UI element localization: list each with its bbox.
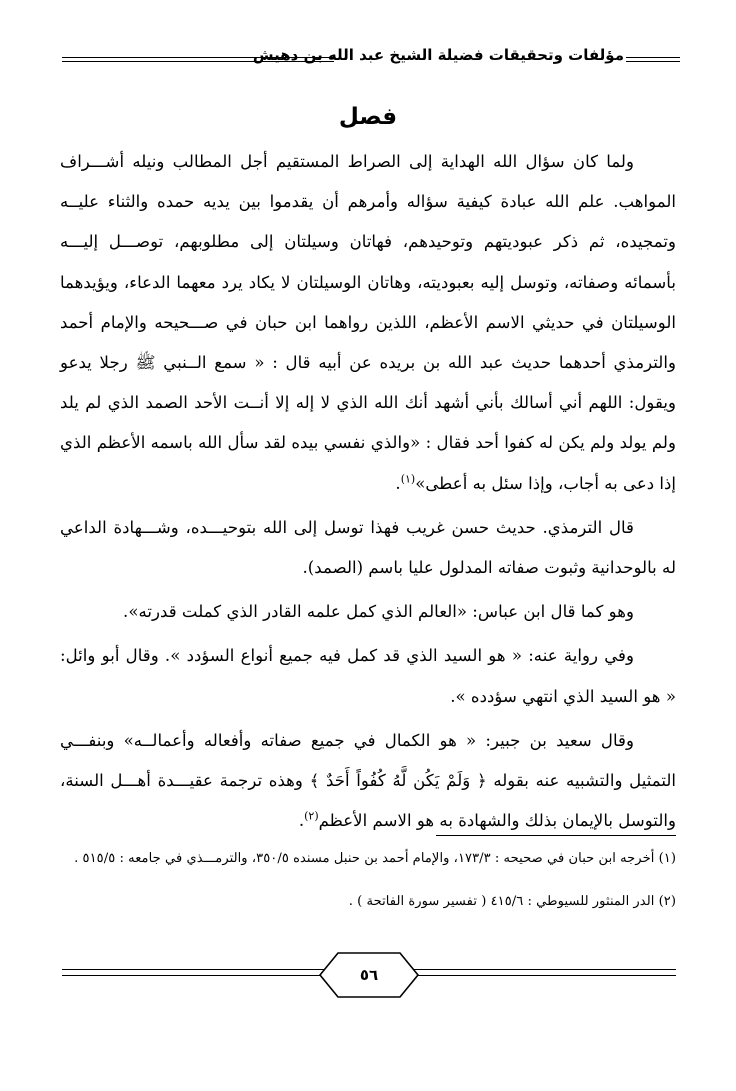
- body-text: [60, 142, 676, 841]
- running-header-title: مؤلفات وتحقيقات فضيلة الشيخ عبد الله بن دهيش: [252, 46, 624, 64]
- paragraph: ولما كان سؤال الله الهداية إلى الصراط المستقيم أجل المطالب ونيله أشـــراف المواهب. علم الله عبادة كيفية سؤاله وأمرهم أن يقدموا بين يديه حمده والثناء عليــه وتمجيده، ثم ذكر عبوديتهم وتوحيدهم، فهاتان وسيلتان إلى مطلوبهم، توصـــل إليـــه بأسمائه وصفاته، وتوسل إليه بعبوديته، وهاتان الوسيلتان لا يكاد يرد معهما الدعاء، ويؤيدهما الوسيلتان في حديثي الاسم الأعظم، اللذين رواهما ابن حبان في صـــحيحه والإمام أحمد والترمذي أحدهما حديث عبد الله بن بريده عن أبيه قال : « سمع الــنبي ﷺ رجلا يدعو ويقول: اللهم أني أسالك بأني أشهد أنك الله الذي لا إله إلا أنــت الأحد الصمد الذي لم يلد ولم يولد ولم يكن له كفوا أحد فقال : «والذي نفسي بيده لقد سأل الله باسمه الأعظم الذي إذا دعى به أجاب، وإذا سئل به أعطى»$^{(١)}$.: [60, 152, 676, 493]
- page-number: ٥٦: [359, 966, 379, 984]
- footnote-ref-1: (١): [400, 472, 416, 486]
- paragraph: وهو كما قال ابن عباس: «العالم الذي كمل علمه القادر الذي كملت قدرته».: [123, 602, 634, 622]
- section-heading: فصل: [338, 104, 398, 130]
- header-rule-right: [626, 57, 680, 62]
- footnote-separator: [436, 835, 676, 836]
- footnote-ref-2: (٢): [304, 809, 319, 823]
- paragraph-text: وقال سعيد بن جبير: « هو الكمال في جميع صفاته وأفعاله وأعمالــه» وبنفـــي التمثيل والتشبيه عنه بقوله ﴿ وَلَمْ يَكُن لَّهُ كُفُواً أَحَدٌ ﴾ وهذه ترجمة عقيـــدة أهـــل السنة، والتوسل بالإيمان بذلك والشهادة به هو الاسم الأعظم: [60, 730, 676, 831]
- paragraph-text: ولما كان سؤال الله الهداية إلى الصراط المستقيم أجل المطالب ونيله أشـــراف المواهب. علم الله عبادة كيفية سؤاله وأمرهم أن يقدموا بين يديه حمده والثناء عليــه وتمجيده، ثم ذكر عبوديتهم وتوحيدهم، فهاتان وسيلتان إلى مطلوبهم، توصـــل إليـــه بأسمائه وصفاته، وتوسل إليه بعبوديته، وهاتان الوسيلتان لا يكاد يرد معهما الدعاء، ويؤيدهما الوسيلتان في حديثي الاسم الأعظم، اللذين رواهما ابن حبان في صـــحيحه والإمام أحمد والترمذي أحدهما حديث عبد الله بن بريده عن أبيه قال : « سمع الــنبي ﷺ رجلا يدعو ويقول: اللهم أني أسالك بأني أشهد أنك الله الذي لا إله إلا أنــت الأحد الصمد الذي لم يلد ولم يولد ولم يكن له كفوا أحد فقال : «والذي نفسي بيده لقد سأل الله باسمه الأعظم الذي إذا دعى به أجاب، وإذا سئل به أعطى»: [60, 152, 676, 493]
- footnote-2: (٢) الدر المنثور للسيوطي : ٤١٥/٦ ( تفسير سورة الفاتحة ) .: [348, 894, 676, 909]
- paragraph: وفي رواية عنه: « هو السيد الذي قد كمل فيه جميع أنواع السؤدد ». وقال أبو وائل: « هو السيد الذي انتهي سؤدده ».: [60, 646, 676, 706]
- footnotes: [60, 845, 676, 931]
- paragraph: قال الترمذي. حديث حسن غريب فهذا توسل إلى الله بتوحيـــده، وشـــهادة الداعي له بالوحدانية وثبوت صفاته المدلول عليا باسم (الصمد).: [60, 517, 676, 578]
- footnote-1: (١) أخرجه ابن حبان في صحيحه : ١٧٣/٣، والإمام أحمد بن حنبل مسنده ٣٥٠/٥، والترمـــذي في جامعه : ٥١٥/٥ .: [74, 851, 676, 866]
- paragraph: وقال سعيد بن جبير: « هو الكمال في جميع صفاته وأفعاله وأعمالــه» وبنفـــي التمثيل والتشبيه عنه بقوله ﴿ وَلَمْ يَكُن لَّهُ كُفُواً أَحَدٌ ﴾ وهذه ترجمة عقيـــدة أهـــل السنة، والتوسل بالإيمان بذلك والشهادة به هو الاسم الأعظم$^{(٢)}$.: [60, 730, 676, 831]
